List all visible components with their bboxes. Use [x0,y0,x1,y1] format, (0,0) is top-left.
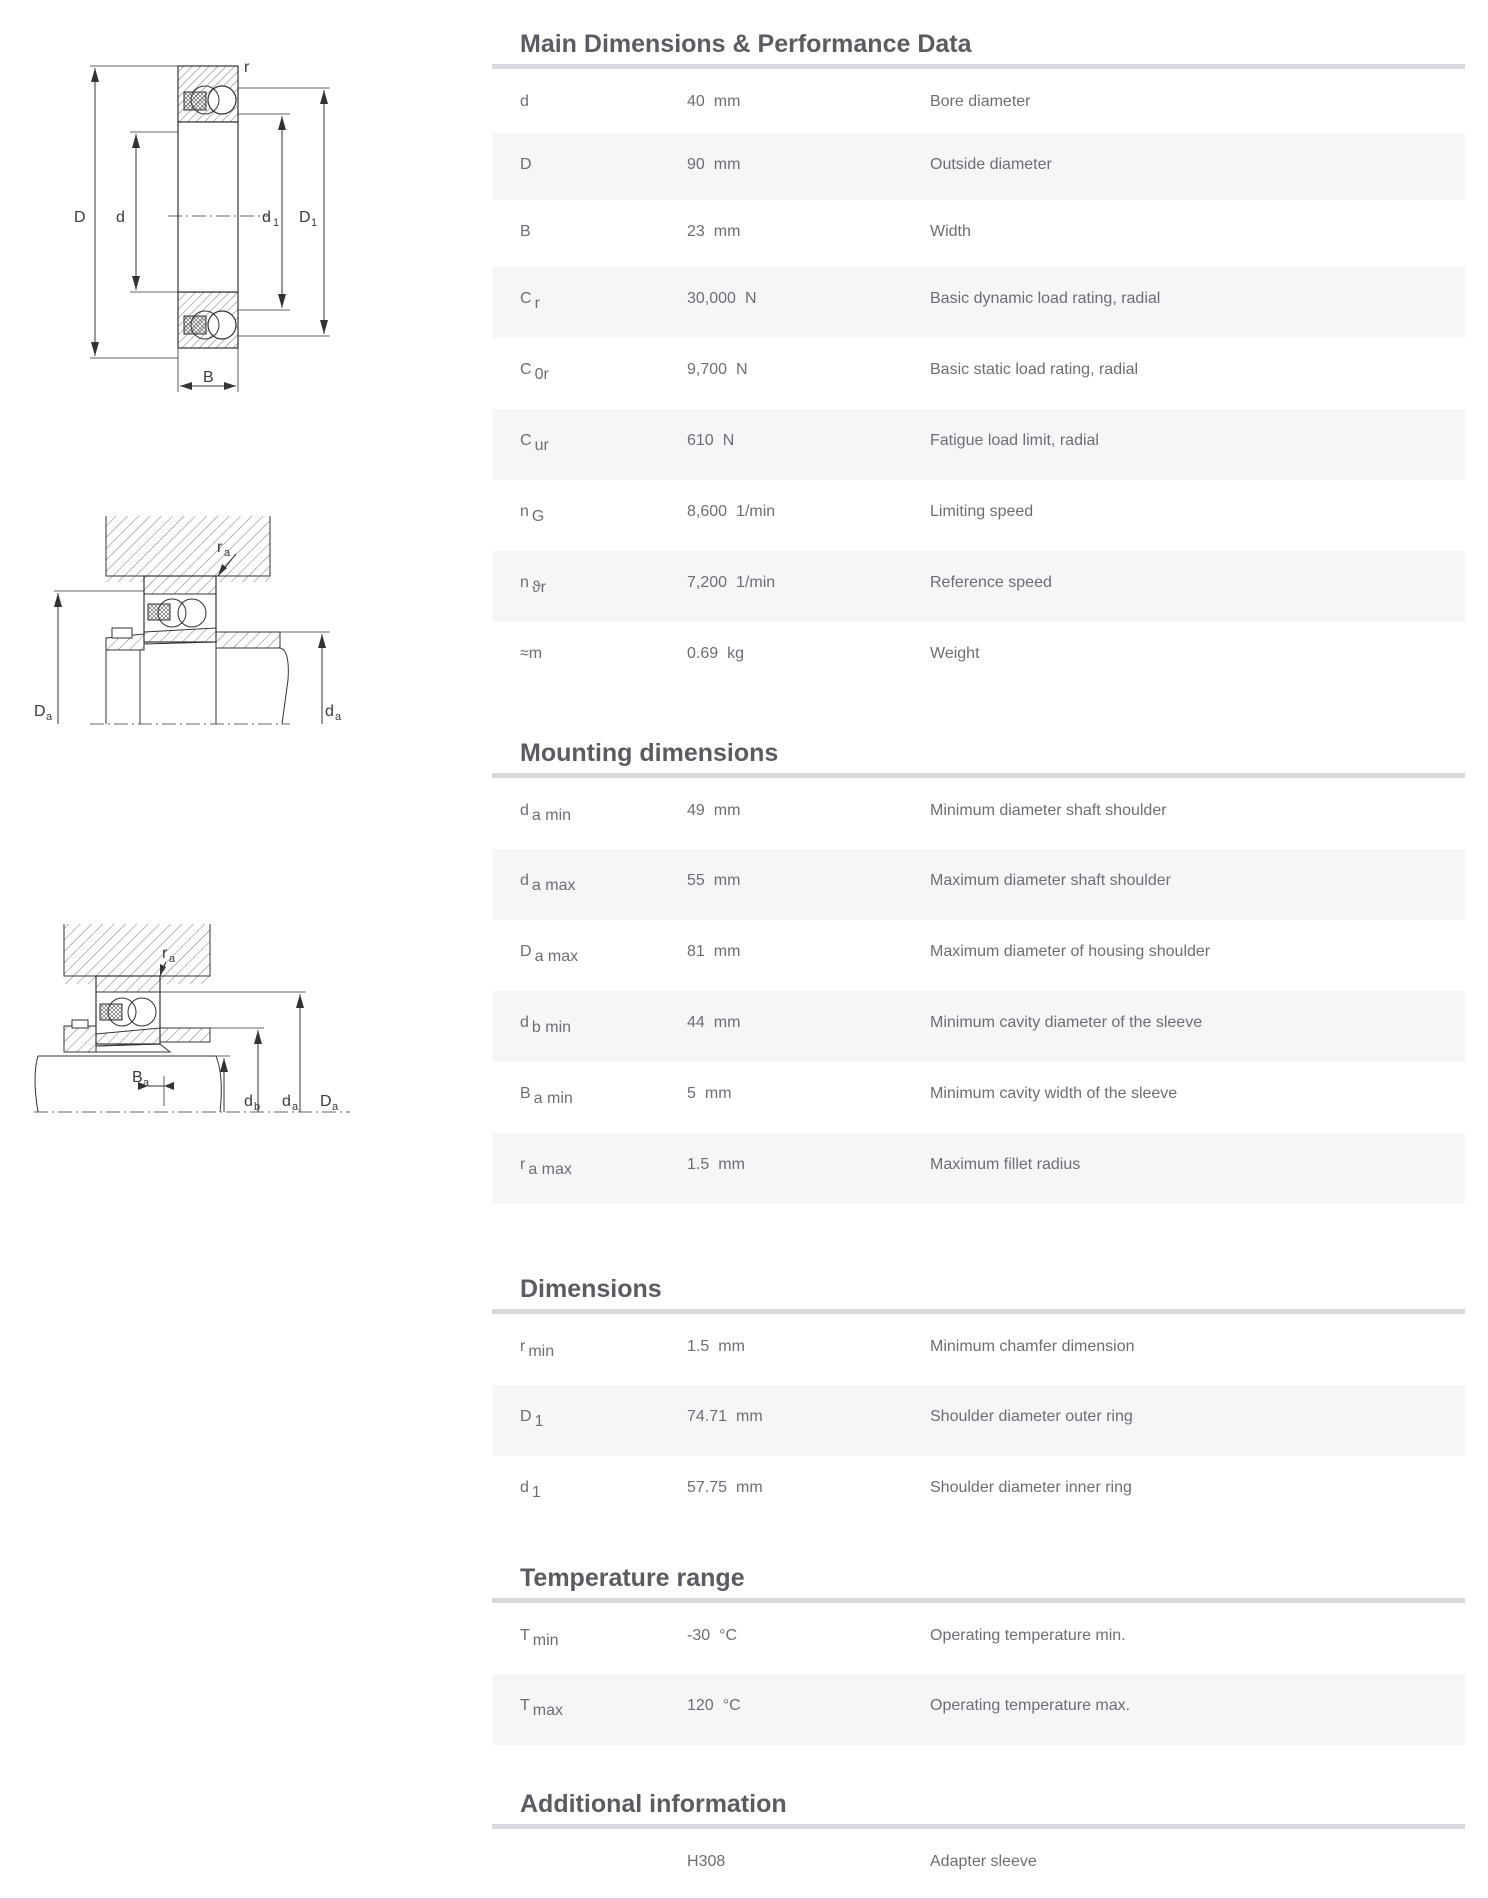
description: Minimum cavity width of the sleeve [930,1085,1178,1102]
symbol: d 1 [520,1479,541,1501]
section-divider [492,1309,1465,1314]
section-divider [492,1824,1465,1829]
value: 49 mm [687,802,741,819]
description: Outside diameter [930,156,1052,173]
value: H308 [687,1853,726,1870]
table-row [492,1133,1465,1204]
section-title: Main Dimensions & Performance Data [520,30,972,58]
symbol: T min [520,1627,559,1649]
description: Bore diameter [930,93,1031,110]
symbol: B a min [520,1085,573,1107]
table-row [492,267,1465,338]
label-d: d [116,209,125,226]
symbol: C ur [520,432,549,454]
symbol: D 1 [520,1408,544,1430]
value: 40 mm [687,93,741,110]
section-title: Additional information [520,1790,787,1818]
value: 90 mm [687,156,741,173]
label-db-sub: b [254,1101,261,1113]
value: 0.69 kg [687,645,745,662]
description: Operating temperature min. [930,1627,1126,1644]
value: 81 mm [687,943,741,960]
label-da-2-sub: a [292,1101,299,1113]
value: 5 mm [687,1085,732,1102]
symbol: n ϑr [520,574,546,596]
table-row [492,920,1465,991]
symbol: d [520,93,529,110]
label-Da-sub: a [46,711,53,723]
label-da-2: d [282,1093,291,1110]
label-ra-sub: a [224,547,231,559]
label-Da-2: D [320,1093,332,1110]
description: Fatigue load limit, radial [930,432,1099,449]
label-Ba-sub: a [143,1077,150,1089]
description: Operating temperature max. [930,1697,1131,1714]
description: Basic dynamic load rating, radial [930,290,1161,307]
value: 23 mm [687,223,741,240]
label-Da-2-sub: a [332,1101,339,1113]
description: Shoulder diameter outer ring [930,1408,1133,1425]
description: Reference speed [930,574,1052,591]
table-row [492,1062,1465,1133]
value: 74.71 mm [687,1408,763,1425]
label-ra-2-sub: a [169,953,176,965]
symbol: B [520,223,531,240]
table-row [492,1604,1465,1674]
value: 44 mm [687,1014,741,1031]
table-row [492,338,1465,409]
table-row [492,551,1465,622]
section-divider [492,64,1465,69]
table-row [492,133,1465,200]
value: -30 °C [687,1627,738,1644]
table-row [492,991,1465,1062]
value: 610 N [687,432,735,449]
symbol: d a min [520,802,572,824]
bearing-cross-section-drawing [40,40,360,410]
symbol: D [520,156,532,173]
mounting-drawing-shaft [20,510,360,730]
description: Adapter sleeve [930,1853,1037,1870]
symbol: d a max [520,872,576,894]
label-db: d [244,1093,253,1110]
value: 7,200 1/min [687,574,776,591]
description: Basic static load rating, radial [930,361,1139,378]
description: Maximum fillet radius [930,1156,1081,1173]
label-D1-sub: 1 [311,217,318,229]
table-row [492,70,1465,133]
symbol: C r [520,290,540,312]
value: 1.5 mm [687,1338,745,1355]
symbol [520,1853,523,1871]
description: Width [930,223,971,240]
description: Maximum diameter of housing shoulder [930,943,1211,960]
table-row [492,200,1465,267]
table-row [492,1385,1465,1456]
symbol: ≈m [520,645,543,662]
label-da: d [325,703,334,720]
symbol: D a max [520,943,579,965]
value: 1.5 mm [687,1156,745,1173]
section-divider [492,1598,1465,1603]
table-row [492,480,1465,551]
label-Ba: B [132,1069,143,1086]
label-ra-2: r [162,945,168,962]
label-d1: d [262,209,271,226]
technical-drawings [0,0,480,1150]
value: 30,000 N [687,290,757,307]
description: Maximum diameter shaft shoulder [930,872,1171,889]
description: Limiting speed [930,503,1034,520]
symbol: d b min [520,1014,572,1036]
table-row [492,622,1465,692]
mounting-drawing-adapter-sleeve [20,916,360,1116]
label-D: D [74,209,86,226]
label-da-sub: a [335,711,342,723]
label-r: r [244,59,250,76]
section-title: Mounting dimensions [520,739,779,767]
label-B: B [203,369,214,386]
symbol: r min [520,1338,555,1360]
value: 9,700 N [687,361,748,378]
value: 120 °C [687,1697,741,1714]
value: 8,600 1/min [687,503,776,520]
symbol: r a max [520,1156,572,1178]
label-ra: r [217,539,223,556]
label-d1-sub: 1 [273,217,280,229]
value: 57.75 mm [687,1479,763,1496]
table-row [492,779,1465,849]
description: Minimum cavity diameter of the sleeve [930,1014,1203,1031]
table-row [492,1674,1465,1745]
table-row [492,1456,1465,1527]
table-row [492,1315,1465,1385]
symbol: C 0r [520,361,549,383]
description: Minimum chamfer dimension [930,1338,1135,1355]
description: Shoulder diameter inner ring [930,1479,1132,1496]
description: Weight [930,645,980,662]
table-row [492,1830,1465,1890]
section-title: Dimensions [520,1275,662,1303]
label-Da: D [34,703,46,720]
section-divider [492,773,1465,778]
value: 55 mm [687,872,741,889]
section-title: Temperature range [520,1564,745,1592]
symbol: T max [520,1697,564,1719]
description: Minimum diameter shaft shoulder [930,802,1167,819]
table-row [492,849,1465,920]
table-row [492,409,1465,480]
label-D1: D [299,209,311,226]
symbol: n G [520,503,545,525]
